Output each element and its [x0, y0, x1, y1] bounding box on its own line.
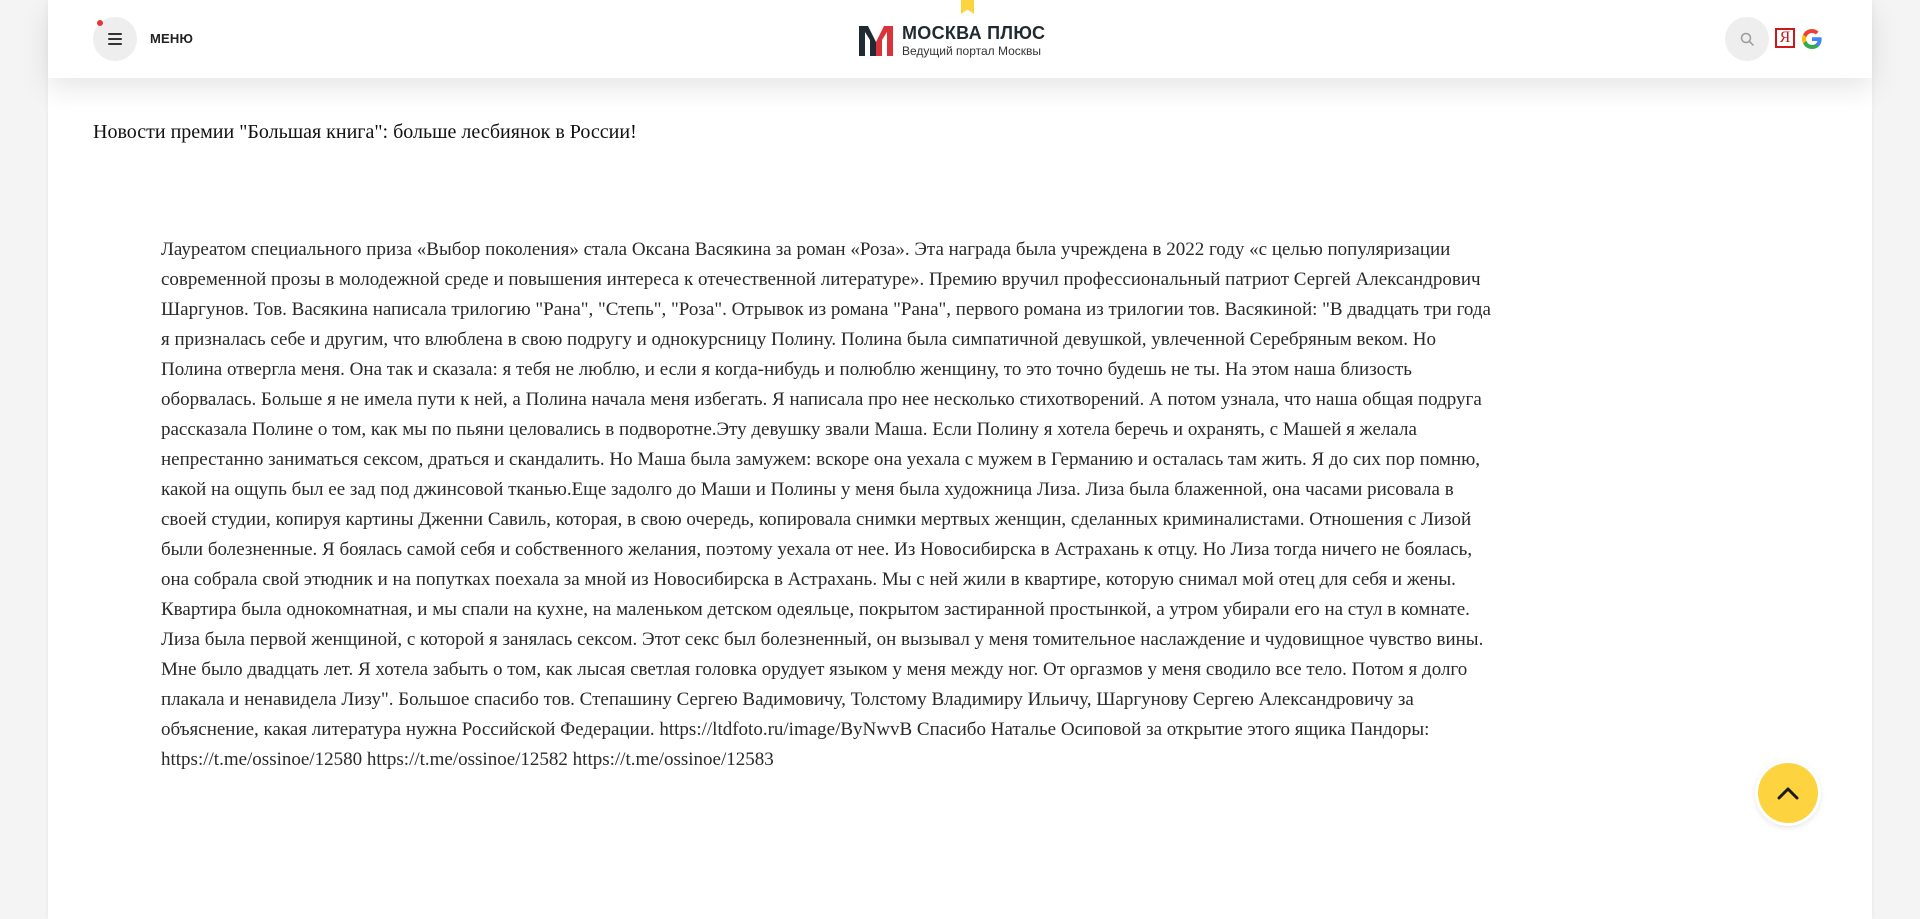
scroll-to-top-button[interactable]	[1758, 763, 1818, 823]
logo-subtitle: Ведущий портал Москвы	[902, 43, 1042, 58]
google-icon[interactable]	[1800, 27, 1824, 51]
yandex-button[interactable]	[1775, 28, 1795, 48]
notification-dot	[97, 20, 103, 26]
bookmark-icon	[961, 0, 974, 14]
page-card	[48, 0, 1872, 919]
search-icon	[1740, 32, 1754, 46]
hamburger-icon	[108, 33, 122, 45]
logo-title: МОСКВА ПЛЮС	[902, 22, 1046, 43]
article-body: Лауреатом специального приза «Выбор поколения» стала Оксана Васякина за роман «Роза». Эта награда была учреждена в 2022 году «с целью популяризации современной прозы в молодежной среде и повышения интереса к отечественной литературе». Премию вручил профессиональный патриот Сергей Александрович Шаргунов. Тов. Васякина написала трилогию "Рана", "Степь", "Роза". Отрывок из романа "Рана", первого романа из трилогии тов. Васякиной: "В двадцать три года я призналась себе и другим, что влюблена в свою подругу и однокурсницу Полину. Полина была симпатичной девушкой, увлеченной Серебряным веком. Но Полина отвергла меня. Она так и сказала: я тебя не люблю, и если я когда-нибудь и полюблю женщину, то это точно будешь не ты. На этом наша близость оборвалась. Больше я не имела пути к ней, а Полина начала меня избегать. Я написала про нее несколько стихотворений. А потом узнала, что наша общая подруга рассказала Полине о том, как мы по пьяни целовались в подворотне.Эту девушку звали Маша. Если Полину я хотела беречь и охранять, с Машей я желала непрестанно заниматься сексом, драться и скандалить. Но Маша была замужем: вскоре она уехала с мужем в Германию и осталась там жить. Я до сих пор помню, какой на ощупь был ее зад под джинсовой тканью.Еще задолго до Маши и Полины у меня была художница Лиза. Лиза была блаженной, она часами рисовала в своей студии, копируя картины Дженни Савиль, которая, в свою очередь, копировала снимки мертвых женщин, сделанных криминалистами. Отношения с Лизой были болезненные. Я боялась самой себя и собственного желания, поэтому уехала от нее. Из Новосибирска в Астрахань к отцу. Но Лиза тогда ничего не боялась, она собрала свой этюдник и на попутках поехала за мной из Новосибирска в Астрахань. Мы с ней жили в квартире, которую снимал мой отец для себя и жены. Квартира была однокомнатная, и мы спали на кухне, на маленьком детском одеяльце, покрытом застиранной простынкой, а утром убирали его на стул в комнате. Лиза была первой женщиной, с которой я занялась сексом. Этот секс был болезненный, он вызывал у меня томительное наслаждение и чудовищное чувство вины. Мне было двадцать лет. Я хотела забыть о том, как лысая светлая головка орудует языком у меня между ног. От оргазмов у меня сводило все тело. Потом я долго плакала и ненавидела Лизу". Большое спасибо тов. Степашину Сергею Вадимовичу, Толстому Владимиру Ильичу, Шаргунову Сергею Александровичу за объяснение, какая литература нужна Российской Федерации. https://ltdfoto.ru/image/ByNwvB Спасибо Наталье Осиповой за открытие этого ящика Пандоры: https://t.me/ossinoe/12580 https://t.me/ossinoe/12582 https://t.me/ossinoe/12583	[161, 239, 1491, 770]
site-logo[interactable]	[859, 20, 1045, 60]
chevron-up-icon	[1777, 786, 1799, 800]
site-header	[48, 0, 1872, 78]
menu-button[interactable]	[93, 17, 137, 61]
menu-label[interactable]: МЕНЮ	[150, 31, 194, 46]
yandex-letter: Я	[1779, 29, 1791, 46]
search-button[interactable]	[1725, 17, 1769, 61]
logo-m-icon	[859, 24, 893, 56]
page-title: Новости премии "Большая книга": больше лесбиянок в России!	[93, 121, 637, 143]
